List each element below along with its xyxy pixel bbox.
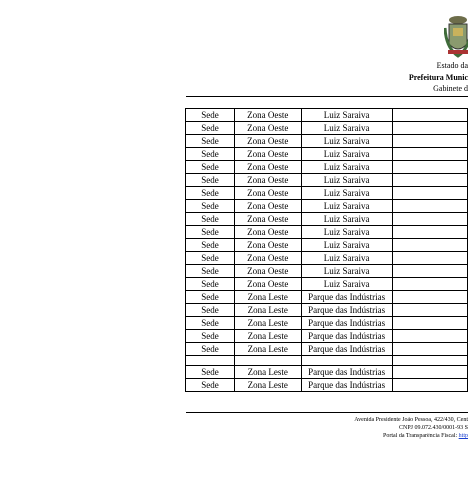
header-divider [186,96,468,97]
unit-cell: Sede [186,265,235,278]
header-state-line: Estado da [436,61,468,70]
place-cell: Luiz Saraiva [301,187,392,200]
table-row [186,122,468,135]
extra-cell [392,330,467,343]
table-row [186,161,468,174]
place-cell: Parque das Indústrias [301,379,392,392]
place-cell: Parque das Indústrias [301,330,392,343]
table-row [186,366,468,379]
unit-cell: Sede [186,330,235,343]
footer-address: Avenida Presidente João Pessoa, 422/430, Cent [354,417,468,423]
unit-cell: Sede [186,109,235,122]
extra-cell [392,252,467,265]
table-row [186,213,468,226]
table-row [186,343,468,356]
header-cabinet-line: Gabinete d [433,84,468,93]
footer-portal-link[interactable]: http [458,433,468,439]
table-row [186,200,468,213]
zone-cell: Zona Oeste [235,200,301,213]
zone-cell: Zona Oeste [235,109,301,122]
place-cell: Luiz Saraiva [301,252,392,265]
place-cell: Luiz Saraiva [301,109,392,122]
zone-cell: Zona Oeste [235,213,301,226]
table-row [186,304,468,317]
place-cell: Luiz Saraiva [301,148,392,161]
extra-cell [392,187,467,200]
table-row [186,109,468,122]
unit-cell: Sede [186,174,235,187]
place-cell: Parque das Indústrias [301,343,392,356]
unit-cell: Sede [186,239,235,252]
extra-cell [392,174,467,187]
zone-cell: Zona Oeste [235,239,301,252]
zone-cell: Zona Oeste [235,135,301,148]
table-row [186,226,468,239]
table-row [186,330,468,343]
table-row [186,278,468,291]
unit-cell: Sede [186,252,235,265]
extra-cell [392,213,467,226]
footer-portal [300,433,468,439]
unit-cell: Sede [186,317,235,330]
footer-cnpj: CNPJ 09.072.430/0001-93 S [398,425,468,431]
unit-cell: Sede [186,278,235,291]
zone-cell: Zona Leste [235,304,301,317]
unit-cell: Sede [186,148,235,161]
place-cell: Parque das Indústrias [301,291,392,304]
extra-cell [392,304,467,317]
unit-cell: Sede [186,304,235,317]
table-row [186,265,468,278]
table-spacer-row [186,356,468,366]
table-row [186,187,468,200]
footer-portal-label: Portal da Transparência Fiscal: [383,433,459,439]
zone-cell: Zona Oeste [235,252,301,265]
coat-of-arms-emblem [444,14,468,58]
place-cell: Parque das Indústrias [301,366,392,379]
unit-cell [186,356,235,366]
extra-cell [392,109,467,122]
extra-cell [392,122,467,135]
table-row [186,317,468,330]
zone-cell: Zona Oeste [235,265,301,278]
unit-cell: Sede [186,379,235,392]
extra-cell [392,366,467,379]
unit-cell: Sede [186,161,235,174]
zone-cell: Zona Oeste [235,174,301,187]
place-cell: Luiz Saraiva [301,239,392,252]
zone-cell: Zona Oeste [235,187,301,200]
zone-cell [235,356,301,366]
place-cell: Luiz Saraiva [301,200,392,213]
data-table [185,108,468,392]
place-cell: Luiz Saraiva [301,213,392,226]
extra-cell [392,148,467,161]
place-cell [301,356,392,366]
extra-cell [392,226,467,239]
extra-cell [392,379,467,392]
unit-cell: Sede [186,343,235,356]
extra-cell [392,291,467,304]
unit-cell: Sede [186,213,235,226]
unit-cell: Sede [186,187,235,200]
place-cell: Luiz Saraiva [301,278,392,291]
unit-cell: Sede [186,226,235,239]
unit-cell: Sede [186,366,235,379]
extra-cell [392,200,467,213]
place-cell: Luiz Saraiva [301,122,392,135]
zone-cell: Zona Leste [235,366,301,379]
unit-cell: Sede [186,200,235,213]
table-row [186,174,468,187]
table-row [186,148,468,161]
header-prefecture-line: Prefeitura Munic [408,73,468,82]
place-cell: Luiz Saraiva [301,161,392,174]
zone-cell: Zona Leste [235,317,301,330]
extra-cell [392,278,467,291]
table-row [186,135,468,148]
place-cell: Parque das Indústrias [301,304,392,317]
extra-cell [392,265,467,278]
zone-cell: Zona Oeste [235,226,301,239]
table-row [186,291,468,304]
unit-cell: Sede [186,122,235,135]
unit-cell: Sede [186,291,235,304]
footer-divider [186,412,468,413]
extra-cell [392,239,467,252]
extra-cell [392,356,467,366]
extra-cell [392,343,467,356]
zone-cell: Zona Leste [235,330,301,343]
place-cell: Luiz Saraiva [301,265,392,278]
extra-cell [392,161,467,174]
place-cell: Luiz Saraiva [301,174,392,187]
zone-cell: Zona Oeste [235,278,301,291]
place-cell: Luiz Saraiva [301,226,392,239]
place-cell: Parque das Indústrias [301,317,392,330]
table-row [186,252,468,265]
table-row [186,239,468,252]
zone-cell: Zona Oeste [235,148,301,161]
table-row [186,379,468,392]
zone-cell: Zona Leste [235,343,301,356]
extra-cell [392,135,467,148]
zone-cell: Zona Oeste [235,122,301,135]
zone-cell: Zona Leste [235,379,301,392]
zone-cell: Zona Leste [235,291,301,304]
place-cell: Luiz Saraiva [301,135,392,148]
extra-cell [392,317,467,330]
unit-cell: Sede [186,135,235,148]
zone-cell: Zona Oeste [235,161,301,174]
